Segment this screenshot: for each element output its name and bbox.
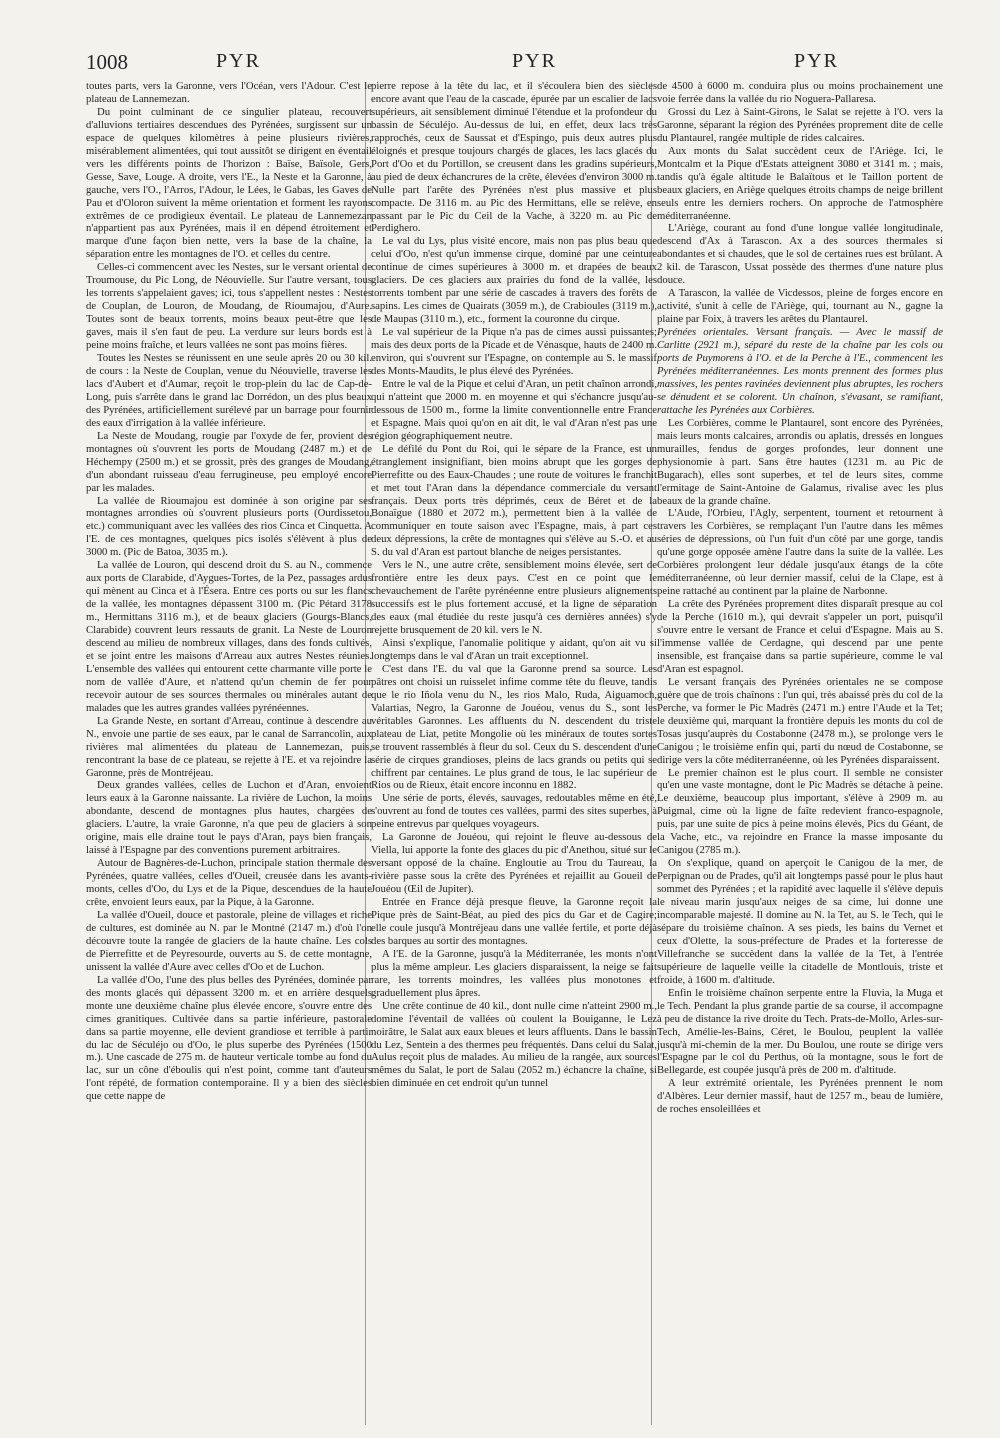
paragraph: Une crête continue de 40 kil., dont nulle cime n'atteint 2900 m., domine l'éventail de vallées où coulent la Bouiganne, le Lez noirâtre, le Salat aux eaux bleues et leurs affluents. Dans le bassin du Lez, Sentein a des thermes peu fréquentés. Dans celui du Salat, Aulus reçoit plus de malades. Au milieu de la rangée, aux sources mêmes du Salat, le port de Salau (2052 m.) échancre la chaîne, si bien diminuée en cet endroit qu'un tunnel xyxy=(371,999,657,1090)
paragraph: La vallée de Rioumajou est dominée à son origine par ses montagnes arrondies où s'ouvrent plusieurs ports (Ourdissetou, etc.) communiquant avec les vallées des rios Cinca et Cinquetta. A l'E. de ces montagnes, quelques pics isolés s'élèvent à plus de 3000 m. (Pic de Batoa, 3035 m.). xyxy=(86,494,372,559)
paragraph: Celles-ci commencent avec les Nestes, sur le versant oriental de Troumouse, du Pic Long, de Néouvielle. Sur l'autre versant, tous les torrents s'appelaient gaves; ici, tous s'appellent nestes : Nestes de Couplan, de Louron, de Moudang, de Rioumajou, d'Aure. Toutes sont de beaux torrents, moins beaux peut-être que les gaves, mais il s'en faut de peu. La verdure sur leurs bords est à peine moins fraîche, et leurs vallées ne sont pas moins fières. xyxy=(86,261,372,352)
paragraph: L'Ariège, courant au fond d'une longue vallée longitudinale, descend d'Ax à Tarascon. Ax a des sources thermales si abondantes et si chaudes, que le sol de certaines rues est brûlant. A 2 kil. de Tarascon, Ussat possède des thermes d'une nature plus douce. xyxy=(657,222,943,287)
paragraph: A Tarascon, la vallée de Vicdessos, pleine de forges encore en activité, s'unit à celle de l'Ariège, qui, tournant au N., gagne la plaine par Foix, à travers les arêtes du Plantaurel. xyxy=(657,287,943,326)
text-column-middle xyxy=(371,80,657,1428)
paragraph: Le premier chaînon est le plus court. Il semble ne consister qu'en une vaste montagne, dont le Pic Madrès se détache à peine. Le deuxième, beaucoup plus important, s'élève à 2909 m. au Puigmal, cime où la ligne de faîte redevient franco-espagnole, puis, par une suite de pics à peine moins élevés, Pics du Géant, de la Vache, etc., va rejoindre en France la masse imposante du Canigou (2785 m.). xyxy=(657,766,943,857)
paragraph: Entrée en France déjà presque fleuve, la Garonne reçoit la Pique près de Saint-Béat, au pied des pics du Gar et de Cagire; elle coule jusqu'à Montréjeau dans une vallée fertile, et porte déjà des barques au sortir des montagnes. xyxy=(371,896,657,947)
text-column-right xyxy=(657,80,943,1428)
paragraph: La vallée d'Oo, l'une des plus belles des Pyrénées, dominée par des monts glacés qui dépassent 3200 m. et en arrière desquels monte une deuxième chaîne plus élevée encore, s'ouvre entre des cimes granitiques. Cultivée dans sa partie inférieure, pastorale dans sa partie moyenne, elle devient grandiose et terrible à partir du lac de Séculéjo ou d'Oo, le plus superbe des Pyrénées (1500 m.). Une cascade de 275 m. de hauteur verticale tombe au fond du lac, sur un cône d'éboulis qui n'est point, comme tant d'auteurs l'ont répété, de formation contemporaine. Il y a bien des siècles que cette nappe de xyxy=(86,973,372,1103)
paragraph: Du point culminant de ce singulier plateau, recouvert d'alluvions tertiaires descendues des Pyrénées, surgissent sur un espace de quelques kilomètres à peine plusieurs rivières, misérablement alimentées, qui tout aussitôt se dirigent en éventail vers les différents points de l'horizon : Baïse, Baïsole, Gers, Gesse, Save, Louge. A droite, vers l'E., la Neste et la Garonne, à gauche, vers l'O., l'Arros, l'Adour, le Lées, le Gabas, les Gaves de Pau et d'Oloron suivent la même orientation et forment les rayons extrêmes de ce prodigieux éventail. Le plateau de Lannemezan n'appartient pas aux Pyrénées, mais il en dépend étroitement et marque d'une façon bien nette, vers la base de la chaîne, la séparation entre les montagnes de l'O. et celles du centre. xyxy=(86,105,372,261)
paragraph: L'Aude, l'Orbieu, l'Agly, serpentent, tournent et retournent à travers les Corbières, se remplaçant l'un l'autre dans les mêmes séries de dépressions, où l'un fuit d'un côté par une gorge, tandis qu'une gorge opposée amène l'autre dans la suite de la vallée. Les Corbières prolongent leur dédale jusqu'aux étangs de la côte méditerranéenne, où leur dernier massif, celui de la Clape, est à peine rattaché au continent par la plaine de Narbonne. xyxy=(657,507,943,598)
paragraph: Les Corbières, comme le Plantaurel, sont encore des Pyrénées, mais leurs monts calcaires, arrondis ou aplatis, dressés en longues murailles, fendus de gorges profondes, leur donnent une physionomie à part. Sans être hautes (1231 m. au Pic de Bugarach), elles sont superbes, et tel de leurs sites, comme l'ermitage de Saint-Antoine de Galamus, rivalise avec les plus beaux de la grande chaîne. xyxy=(657,416,943,507)
paragraph: de 4500 à 6000 m. conduira plus ou moins prochainement une voie ferrée dans la vallée du rio Noguera-Pallaresa. xyxy=(657,80,943,105)
paragraph: Ainsi s'explique, l'anomalie politique y aidant, qu'on ait vu si longtemps dans le val d'Aran un trait exceptionnel. xyxy=(371,636,657,662)
paragraph: On s'explique, quand on aperçoit le Canigou de la mer, de Perpignan ou de Prades, qu'il ait longtemps passé pour le plus haut sommet des Pyrénées ; et la rapidité avec laquelle il s'élève depuis le niveau marin jusqu'aux neiges de sa cime, lui donne une incomparable majesté. Il domine au N. la Tet, au S. le Tech, qui le sépare du troisième chaînon. A ses pieds, les bains du Vernet et ceux d'Olette, la sous-préfecture de Prades et la forteresse de Villefranche se succèdent dans la vallée de la Tet, à l'entrée supérieure de laquelle veille la citadelle de Montlouis, triste et froide, à 1600 m. d'altitude. xyxy=(657,857,943,986)
paragraph: Pyrénées orientales. Versant français. — Avec le massif de Carlitte (2921 m.), séparé du reste de la chaîne par les cols ou ports de Puymorens à l'O. et de la Perche à l'E., commencent les Pyrénées méditerranéennes. Les monts prennent des formes plus massives, les pentes ravinées deviennent plus abruptes, les rochers se dénudent et se colorent. Un chaînon, s'évasant, se ramifiant, rattache les Pyrénées aux Corbières. xyxy=(657,326,943,416)
paragraph: La Garonne de Jouéou, qui rejoint le fleuve au-dessous de Viella, lui apporte la fonte des glaces du pic d'Anethou, situé sur le versant opposé de la chaîne. Engloutie au Trou du Taureau, la rivière passe sous la crête des Pyrénées et rejaillit au Goueil de Jouéou (Œil de Jupiter). xyxy=(371,831,657,896)
paragraph: Enfin le troisième chaînon serpente entre la Fluvia, la Muga et le Tech. Pendant la plus grande partie de sa course, il accompagne à peu de distance la rive droite du Tech. Prats-de-Mollo, Arles-sur-Tech, Amélie-les-Bains, Céret, le Boulou, peuplent la vallée jusqu'à mi-chemin de la mer. Du Boulou, une route se dirige vers l'Espagne par le col du Perthus, où la montagne, sous le fort de Bellegarde, est coupée jusqu'à près de 200 m. d'altitude. xyxy=(657,986,943,1077)
paragraph: La crête des Pyrénées proprement dites disparaît presque au col de la Perche (1610 m.), qui devrait s'appeler un port, puisqu'il s'ouvre entre le versant de France et celui d'Espagne. Mais au S. l'immense vallée de Cerdagne, qui descend par une pente insensible, est française dans sa partie supérieure, comme le val d'Aran est espagnol. xyxy=(657,598,943,675)
paragraph: La vallée de Louron, qui descend droit du S. au N., commence aux ports de Clarabide, d'Aygues-Tortes, de la Pez, passages ardus qui mènent au Cinca et à l'Ésera. Entre ces ports ou sur les flancs de la vallée, les montagnes dépassent 3100 m. (Pic Pétard 3178 m., Hermittans 3116 m.), et de beaux glaciers (Gourgs-Blancs, Clarabide) couvrent leurs ressauts de granit. La Neste de Louron descend au milieu de nombreux villages, dans des fonds cultivés, et se joint entre les maisons d'Arreau aux autres Nestes réunies. L'ensemble des vallées qui entourent cette charmante ville porte le nom de vallée d'Aure, et n'attend qu'un chemin de fer pour recevoir autour de ses sources thermales ou minérales autant de malades que les autres grandes vallées pyrénéennes. xyxy=(86,559,372,714)
paragraph: A l'E. de la Garonne, jusqu'à la Méditerranée, les monts n'ont plus la même ampleur. Les glaciers disparaissent, la neige se fait rare, les torrents moindres, les vallées plus monotones et graduellement plus âpres. xyxy=(371,947,657,999)
paragraph: toutes parts, vers la Garonne, vers l'Océan, vers l'Adour. C'est le plateau de Lannemezan. xyxy=(86,80,372,105)
paragraph: Entre le val de la Pique et celui d'Aran, un petit chaînon arrondi, qui n'atteint que 2000 m. en moyenne et qui s'échancre jusqu'au-dessous de 1500 m., forme la limite conventionnelle entre France et Espagne. Mais quoi qu'on en ait dit, le val d'Aran n'est pas une région géographiquement neutre. xyxy=(371,377,657,442)
paragraph: Autour de Bagnères-de-Luchon, principale station thermale des Pyrénées, quatre vallées, celles d'Oueil, creusée dans les avants-monts, celles d'Oo, du Lys et de la Pique, descendues de la haute crête, envoient leurs eaux, par la Pique, à la Garonne. xyxy=(86,857,372,909)
paragraph: A leur extrémité orientale, les Pyrénées prennent le nom d'Albères. Leur dernier massif, haut de 1257 m., beau de lumière, de roches ensoleillées et xyxy=(657,1077,943,1116)
paragraph: Le val du Lys, plus visité encore, mais non pas plus beau que celui d'Oo, n'est qu'un immense cirque, dominé par une ceinture continue de cimes supérieures à 3000 m. et drapées de beaux glaciers. De ces glaciers aux prairies du fond de la vallée, les torrents tombent par une série de cascades à travers des forêts de sapins. Les cimes de Quairats (3059 m.), de Crabioules (3119 m.), de Maupas (3110 m.), etc., forment la couronne du cirque. xyxy=(371,235,657,326)
paragraph: Le défilé du Pont du Roi, qui le sépare de la France, est un étranglement insignifiant, bien moins abrupt que les gorges de Pierrefitte ou des Eaux-Chaudes ; une route de voitures le franchit et met tout l'Aran dans la dépendance commerciale du versant français. Deux ports très déprimés, ceux de Béret et de la Bonaïgue (1880 et 2072 m.), permettent bien à la vallée de communiquer en toute saison avec l'Espagne, mais, à part ces deux dépressions, la crête de montagnes qui s'élève au S.-O. et au S. du val d'Aran est partout blanche de neiges persistantes. xyxy=(371,442,657,559)
paragraph: La Neste de Moudang, rougie par l'oxyde de fer, provient des montagnes où s'ouvrent les ports de Moudang (2487 m.) et de Héchempy (2500 m.) et se grossit, près des granges de Moudang, d'un abondant ruisseau d'eau ferrugineuse, peu employé encore par les malades. xyxy=(86,429,372,494)
paragraph: La vallée d'Oueil, douce et pastorale, pleine de villages et riche de cultures, est dominée au N. par le Montné (2147 m.) d'où l'on découvre toute la rangée de glaciers de la haute chaîne. Les cols de Pierrefitte et de Peyresourde, ouverts au S. de cette montagne, unissent la vallée d'Aure avec celles d'Oo et de Luchon. xyxy=(86,909,372,973)
paragraph: Une série de ports, élevés, sauvages, redoutables même en été, s'ouvrent au fond de toutes ces vallées, parmi des sites superbes, à peine entrevus par quelques voyageurs. xyxy=(371,792,657,831)
page-number: 1008 xyxy=(86,50,128,74)
paragraph: La Grande Neste, en sortant d'Arreau, continue à descendre au N., envoie une partie de ses eaux, par le canal de Sarrancolin, aux rivières mal alimentées du plateau de Lannemezan, puis, rencontrant la base de ce plateau, se rejette à l'E. et va rejoindre la Garonne, près de Montréjeau. xyxy=(86,714,372,779)
paragraph: C'est dans l'E. du val que la Garonne prend sa source. Les pâtres ont choisi un ruisselet infime comme tête du fleuve, tandis que le rio Iñola venu du N., les rios Malo, Ruda, Aiguamoch, Valartias, Negro, la Garonne de Jouéou, venus du S., sont les véritables Garonnes. Les affluents du N. descendent du triste plateau de Liat, petite Mongolie où les minéraux de toutes sortes se trouvent rassemblés à fleur du sol. Ceux du S. descendent d'une série de cirques grandioses, pleins de lacs grands ou petits qui se chiffrent par centaines. Le plus grand de tous, le lac supérieur de Rios ou de Rieux, était encore inconnu en 1882. xyxy=(371,662,657,792)
paragraph: Le versant français des Pyrénées orientales ne se compose guère que de trois chaînons : l'un qui, très abaissé près du col de la Perche, va former le Pic Madrès (2471 m.) entre l'Aude et la Tet; le deuxième qui, marquant la frontière depuis les monts du col de Tosas jusqu'auprès du Costabonne (2478 m.), se prolonge vers le Canigou ; le troisième enfin qui, parti du nœud de Costabonne, se dirige vers la côte méditerranéenne, où les Pyrénées disparaissent. xyxy=(657,675,943,766)
paragraph: Le val supérieur de la Pique n'a pas de cimes aussi puissantes; mais des deux ports de la Picade et de Vénasque, hauts de 2400 m. environ, qui s'ouvrent sur l'Espagne, on contemple au S. le massif des Monts-Maudits, le plus élevé des Pyrénées. xyxy=(371,326,657,377)
paragraph: Deux grandes vallées, celles de Luchon et d'Aran, envoient leurs eaux à la Garonne naissante. La rivière de Luchon, la moins abondante, descend de montagnes plus hautes, chargées de glaciers. L'autre, la vraie Garonne, n'a que peu de glaciers à son origine, mais elle draine tout le pays d'Aran, pays bien français, laissé à l'Espagne par des conventions purement arbitraires. xyxy=(86,779,372,857)
page-header xyxy=(0,50,1000,80)
paragraph: Toutes les Nestes se réunissent en une seule après 20 ou 30 kil. de cours : la Neste de Couplan, venue du Néouvielle, traverse les lacs d'Aubert et d'Aumar, reçoit le trop-plein du lac de Cap-de-Long, puis s'arrête dans le grand lac Dorrédon, un des plus beaux des Pyrénées, artificiellement surélevé par un barrage pour fournir des eaux d'irrigation à la vallée inférieure. xyxy=(86,352,372,429)
text-column-left xyxy=(86,80,372,1428)
running-head-right: PYR xyxy=(794,50,839,72)
paragraph: pierre repose à la tête du lac, et il s'écoulera bien des siècles encore avant que l'eau de la cascade, épurée par un escalier de lacs supérieurs, ait sensiblement diminué l'étendue et la profondeur du bassin de Séculéjo. Au-dessus de lui, en effet, deux lacs très rapprochés, ceux de Saussat et d'Espingo, puis deux autres plus éloignés et presque toujours chargés de glaces, les lacs glacés du Port d'Oo et du Portillon, se creusent dans les gradins supérieurs, au pied de deux échancrures de la crête, élevées d'environ 3000 m. Nulle part l'arête des Pyrénées n'est plus massive et plus compacte. De 3116 m. au Pic des Hermittans, elle se relève, en passant par le Pic du Ceil de la Vache, à 3220 m. au Pic de Perdighero. xyxy=(371,80,657,235)
paragraph: Grossi du Lez à Saint-Girons, le Salat se rejette à l'O. vers la Garonne, séparant la région des Pyrénées proprement dite de celle du Plantaurel, rangée multiple de rides calcaires. xyxy=(657,105,943,144)
paragraph: Aux monts du Salat succèdent ceux de l'Ariège. Ici, le Montcalm et la Pique d'Estats atteignent 3080 et 3141 m. ; mais, tandis qu'à égale altitude le Balaïtous et le Taillon portent de beaux glaciers, en Ariège quelques étroits champs de neige brillent seuls entre les derniers rochers. On approche de l'atmosphère méditerranéenne. xyxy=(657,144,943,222)
running-head-left: PYR xyxy=(216,50,261,72)
paragraph: Vers le N., une autre crête, sensiblement moins élevée, sert de frontière entre les deux pays. C'est en ce point que le chevauchement de l'arête pyrénéenne entre plusieurs alignements successifs est le plus fortement accusé, et la ligne de séparation des eaux (mal étudiée du reste jusqu'à ces dernières années) s'y rejette brusquement de 20 kil. vers le N. xyxy=(371,559,657,637)
running-head-center: PYR xyxy=(512,50,557,72)
